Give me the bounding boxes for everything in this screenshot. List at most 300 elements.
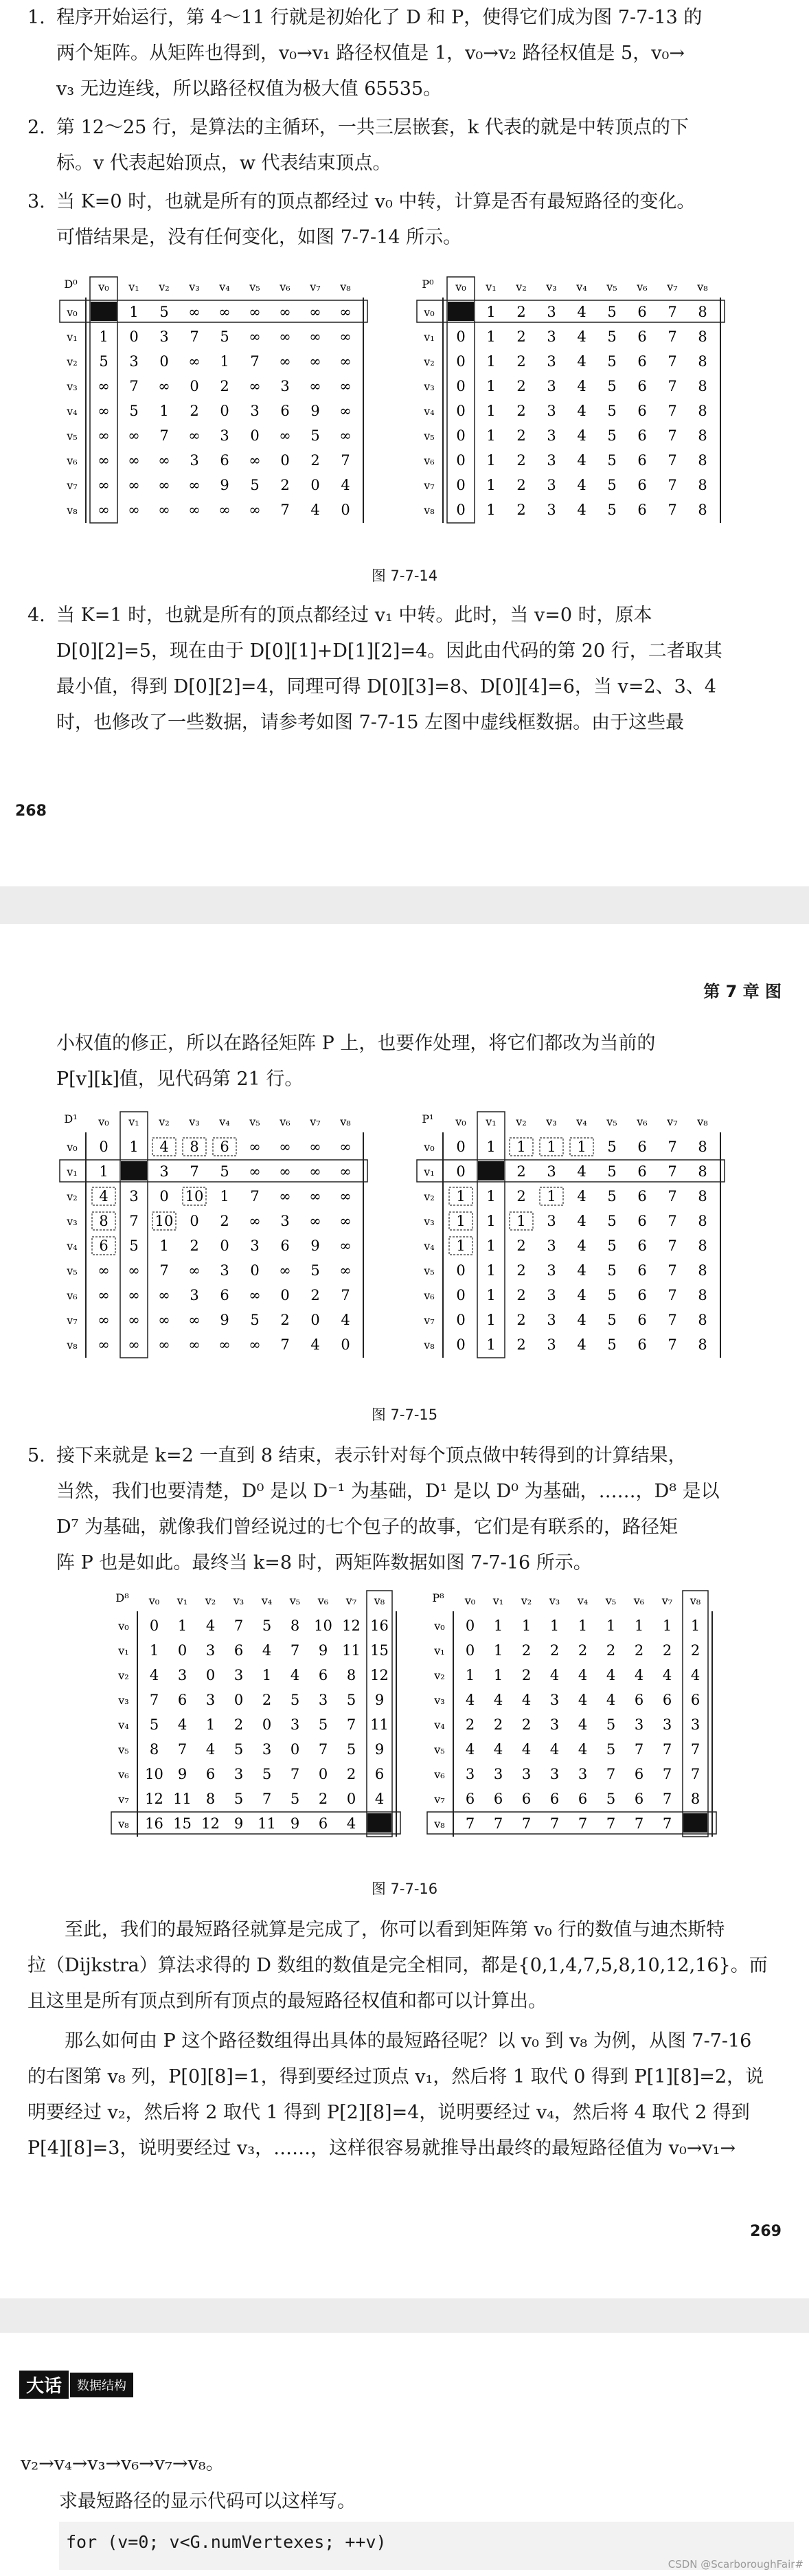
item-number: 5. xyxy=(27,1445,45,1466)
watermark: CSDN @ScarboroughFair# xyxy=(668,2558,804,2571)
row-header: v₂ xyxy=(67,355,78,368)
column-header: v₄ xyxy=(576,1115,587,1128)
row-header: v₈ xyxy=(67,1339,78,1352)
matrix-cell: 7 xyxy=(634,1741,644,1758)
matrix-cell: ∞ xyxy=(249,1139,261,1155)
column-header: v₂ xyxy=(159,280,170,293)
matrix-cell: 10 xyxy=(155,1213,174,1229)
matrix-cell: 6 xyxy=(637,427,647,444)
column-header: v₅ xyxy=(605,1594,617,1607)
matrix-cell: 7 xyxy=(465,1815,475,1832)
matrix-cell: 5 xyxy=(159,304,169,320)
matrix-cell: 11 xyxy=(370,1716,389,1733)
matrix-cell: 6 xyxy=(220,1287,229,1303)
matrix-cell: ∞ xyxy=(249,1336,261,1353)
column-header: v₁ xyxy=(486,280,497,293)
column-header: v₂ xyxy=(521,1594,532,1607)
matrix-cell: 8 xyxy=(698,1336,707,1353)
matrix-cell: 4 xyxy=(606,1667,616,1683)
matrix-cell: 3 xyxy=(220,427,229,444)
matrix-cell: 7 xyxy=(668,1237,677,1254)
matrix-cell: 6 xyxy=(220,1139,229,1155)
row-header: v₅ xyxy=(424,1264,435,1277)
matrix-cell: 8 xyxy=(698,328,707,345)
matrix-cell: 3 xyxy=(190,452,199,469)
matrix-cell: 2 xyxy=(516,1163,526,1180)
matrix-cell: 0 xyxy=(456,328,466,345)
matrix-cell: 4 xyxy=(577,427,586,444)
matrix-cell: 3 xyxy=(465,1766,475,1782)
row-header: v₁ xyxy=(118,1644,129,1657)
matrix-cell: 4 xyxy=(205,1617,216,1634)
matrix-cell: ∞ xyxy=(188,427,201,444)
matrix-cell: ∞ xyxy=(98,1336,110,1353)
matrix-cell: ∞ xyxy=(309,1213,321,1229)
matrix-cell: ∞ xyxy=(249,378,261,394)
pivot-cell xyxy=(91,302,117,321)
page-268 xyxy=(0,0,809,886)
matrix-cell: 2 xyxy=(606,1642,616,1659)
matrix-cell: 1 xyxy=(99,328,109,345)
matrix-cell: 7 xyxy=(668,1163,677,1180)
matrix-cell: ∞ xyxy=(279,304,291,320)
row-header: v₀ xyxy=(67,1141,78,1154)
column-header: v₇ xyxy=(310,1115,321,1128)
column-header: v₁ xyxy=(176,1594,188,1607)
matrix-cell: ∞ xyxy=(188,477,201,493)
matrix-cell: 9 xyxy=(374,1692,385,1708)
column-header: v₄ xyxy=(261,1594,273,1607)
matrix-cell: 1 xyxy=(516,1213,526,1229)
figure-7-7-15 xyxy=(58,1106,773,1388)
matrix-figure xyxy=(58,271,773,553)
matrix-cell: 6 xyxy=(662,1692,672,1708)
matrix-cell: ∞ xyxy=(339,378,352,394)
matrix-cell: 7 xyxy=(190,1163,199,1180)
matrix-cell: ∞ xyxy=(188,1336,201,1353)
column-header: v₃ xyxy=(546,1115,557,1128)
matrix-cell: 2 xyxy=(516,304,526,320)
row-header: v₈ xyxy=(67,504,78,517)
text-line: 当 K=0 时，也就是所有的顶点都经过 v₀ 中转，计算是否有最短路径的变化。 xyxy=(56,191,696,212)
row-header: v₅ xyxy=(67,1264,78,1277)
column-header: v₃ xyxy=(546,280,557,293)
matrix-cell: 0 xyxy=(310,1312,320,1328)
column-header: v₈ xyxy=(340,1115,351,1128)
text-line: v₂→v₄→v₃→v₆→v₇→v₈。 xyxy=(21,2453,225,2474)
matrix-cell: 2 xyxy=(310,452,320,469)
matrix-cell: 7 xyxy=(668,1213,677,1229)
matrix-cell: 7 xyxy=(690,1766,700,1782)
matrix-cell: 8 xyxy=(698,1139,707,1155)
text-line: 的右图第 v₈ 列，P[0][8]=1，得到要经过顶点 v₁，然后将 1 取代 0 得到 P[1][8]=2，说 xyxy=(27,2066,764,2087)
matrix-cell: 1 xyxy=(547,1139,556,1155)
matrix-cell: 5 xyxy=(99,353,109,370)
matrix-cell: 6 xyxy=(637,403,647,419)
matrix-cell: 0 xyxy=(205,1667,216,1683)
row-header: v₇ xyxy=(434,1793,445,1806)
matrix-cell: 6 xyxy=(634,1766,644,1782)
column-header: v₆ xyxy=(280,1115,290,1128)
row-header: v₆ xyxy=(67,1289,78,1302)
matrix-cell: 0 xyxy=(456,1139,466,1155)
matrix-cell: 5 xyxy=(250,477,260,493)
matrix-cell: 4 xyxy=(577,1213,586,1229)
paragraph xyxy=(27,1912,783,2019)
matrix-cell: 5 xyxy=(607,1139,617,1155)
matrix-cell: 10 xyxy=(314,1617,332,1634)
matrix-cell: ∞ xyxy=(339,1139,352,1155)
matrix-cell: 3 xyxy=(547,304,556,320)
matrix-cell: 5 xyxy=(310,1262,320,1279)
matrix-figure xyxy=(110,1585,728,1867)
matrix-cell: 4 xyxy=(662,1667,672,1683)
matrix-cell: 1 xyxy=(456,1188,466,1205)
column-header: v₁ xyxy=(486,1115,497,1128)
matrix-cell: ∞ xyxy=(188,304,201,320)
matrix-cell: 8 xyxy=(698,1287,707,1303)
matrix-cell: ∞ xyxy=(158,1336,170,1353)
matrix-cell: 3 xyxy=(547,1312,556,1328)
matrix-cell: 2 xyxy=(262,1692,272,1708)
matrix-cell: 0 xyxy=(177,1642,187,1659)
row-header: v₆ xyxy=(118,1768,129,1781)
text-line: v₃ 无边连线，所以路径权值为极大值 65535。 xyxy=(56,78,442,100)
item-number: 2. xyxy=(27,117,45,138)
row-header: v₈ xyxy=(424,504,435,517)
column-header: v₅ xyxy=(289,1594,301,1607)
matrix-cell: 3 xyxy=(547,1287,556,1303)
matrix-cell: 2 xyxy=(220,1213,229,1229)
column-header: v₅ xyxy=(606,1115,617,1128)
column-header: v₀ xyxy=(455,280,466,293)
matrix-cell: 2 xyxy=(318,1791,328,1807)
matrix-cell: 0 xyxy=(250,427,260,444)
row-header: v₅ xyxy=(67,429,78,443)
matrix-cell: ∞ xyxy=(188,1262,201,1279)
matrix-cell: 2 xyxy=(516,353,526,370)
matrix-cell: ∞ xyxy=(249,304,261,320)
matrix-cell: 0 xyxy=(129,328,139,345)
column-header: v₀ xyxy=(98,280,109,293)
matrix-cell: 4 xyxy=(521,1741,532,1758)
text-line: 明要经过 v₂，然后将 2 取代 1 得到 P[2][8]=4，说明要经过 v₄，然后将 4 取代 2 得到 xyxy=(27,2102,750,2123)
matrix-cell: 3 xyxy=(547,378,556,394)
matrix-cell: 1 xyxy=(456,1237,466,1254)
matrix-cell: 7 xyxy=(129,1213,139,1229)
matrix-cell: 1 xyxy=(486,1213,496,1229)
matrix-cell: 7 xyxy=(341,1287,350,1303)
paragraph xyxy=(27,2024,783,2166)
matrix-cell: 3 xyxy=(547,1163,556,1180)
matrix-cell: 5 xyxy=(607,1188,617,1205)
matrix-cell: 8 xyxy=(698,1312,707,1328)
matrix-cell: 7 xyxy=(318,1741,328,1758)
matrix-cell: 3 xyxy=(493,1766,503,1782)
matrix-cell: 8 xyxy=(205,1791,216,1807)
text-line: 至此，我们的最短路径就算是完成了，你可以看到矩阵第 v₀ 行的数值与迪杰斯特 xyxy=(65,1919,725,1940)
matrix-cell: 5 xyxy=(290,1791,300,1807)
matrix-cell: 1 xyxy=(129,1139,139,1155)
column-header: v₂ xyxy=(516,280,527,293)
matrix-cell: 2 xyxy=(516,477,526,493)
matrix-cell: 7 xyxy=(668,1336,677,1353)
matrix-cell: 0 xyxy=(220,403,229,419)
matrix-cell: ∞ xyxy=(339,403,352,419)
matrix-cell: 7 xyxy=(668,353,677,370)
matrix-label: D⁸ xyxy=(115,1591,129,1604)
matrix-cell: ∞ xyxy=(188,502,201,518)
matrix-cell: 3 xyxy=(233,1766,244,1782)
matrix-cell: 1 xyxy=(486,1287,496,1303)
matrix-cell: 11 xyxy=(258,1815,276,1832)
matrix-cell: 1 xyxy=(486,477,496,493)
matrix-cell: 7 xyxy=(690,1741,700,1758)
column-header: v₃ xyxy=(233,1594,244,1607)
matrix-cell: 4 xyxy=(577,477,586,493)
page-269 xyxy=(0,924,809,2298)
row-header: v₄ xyxy=(67,1240,78,1253)
matrix-cell: 7 xyxy=(606,1766,616,1782)
matrix-cell: ∞ xyxy=(249,1287,261,1303)
column-header: v₈ xyxy=(697,280,708,293)
matrix-cell: 4 xyxy=(262,1642,272,1659)
matrix-cell: 1 xyxy=(486,1237,496,1254)
matrix-cell: 3 xyxy=(190,1287,199,1303)
text-line: 时，也修改了一些数据，请参考如图 7-7-15 左图中虚线框数据。由于这些最 xyxy=(56,712,685,733)
matrix-cell: 9 xyxy=(290,1815,300,1832)
column-header: v₈ xyxy=(697,1115,708,1128)
text-line: 接下来就是 k=2 一直到 8 结束，表示针对每个顶点做中转得到的计算结果， xyxy=(56,1445,687,1466)
row-header: v₃ xyxy=(424,380,435,393)
figure-7-7-14 xyxy=(58,271,773,553)
matrix-cell: 12 xyxy=(370,1667,389,1683)
matrix-cell: ∞ xyxy=(279,427,291,444)
matrix-cell: ∞ xyxy=(158,452,170,469)
matrix-cell: 7 xyxy=(280,502,290,518)
column-header: v₇ xyxy=(310,280,321,293)
column-header: v₅ xyxy=(606,280,617,293)
column-header: v₂ xyxy=(205,1594,216,1607)
matrix xyxy=(417,1112,725,1358)
matrix-cell: 2 xyxy=(516,1287,526,1303)
logo-sub: 数据结构 xyxy=(70,2373,133,2397)
matrix-cell: ∞ xyxy=(98,477,110,493)
column-header: v₀ xyxy=(455,1115,466,1128)
matrix-cell: 4 xyxy=(577,1287,586,1303)
row-header: v₀ xyxy=(424,306,435,319)
matrix-cell: 6 xyxy=(690,1692,700,1708)
matrix-cell: 4 xyxy=(310,502,320,518)
matrix-cell: 5 xyxy=(310,427,320,444)
matrix-cell: 2 xyxy=(521,1667,532,1683)
matrix-cell: 6 xyxy=(637,1139,647,1155)
matrix-cell: 4 xyxy=(634,1667,644,1683)
matrix-cell: ∞ xyxy=(279,328,291,345)
matrix-cell: 0 xyxy=(262,1716,272,1733)
matrix-cell: 8 xyxy=(346,1667,356,1683)
matrix-cell: 0 xyxy=(233,1692,244,1708)
matrix-cell: 6 xyxy=(280,1237,290,1254)
row-header: v₄ xyxy=(434,1718,445,1732)
matrix-cell: 2 xyxy=(280,1312,290,1328)
matrix-cell: 7 xyxy=(341,452,350,469)
row-header: v₃ xyxy=(434,1694,445,1707)
matrix-cell: 0 xyxy=(341,502,350,518)
column-header: v₇ xyxy=(345,1594,357,1607)
matrix-cell: 5 xyxy=(607,452,617,469)
column-header: v₆ xyxy=(317,1594,329,1607)
matrix-cell: 2 xyxy=(690,1642,700,1659)
matrix-cell: 1 xyxy=(220,353,229,370)
matrix-cell: 4 xyxy=(578,1741,588,1758)
pivot-cell xyxy=(478,1161,504,1180)
matrix-cell: ∞ xyxy=(128,427,140,444)
matrix-cell: 7 xyxy=(159,427,169,444)
matrix-cell: 6 xyxy=(374,1766,385,1782)
matrix-cell: 2 xyxy=(521,1716,532,1733)
matrix-cell: 1 xyxy=(634,1617,644,1634)
row-header: v₈ xyxy=(424,1339,435,1352)
list-item-3 xyxy=(27,184,783,256)
row-header: v₂ xyxy=(118,1669,129,1682)
matrix-cell: 8 xyxy=(698,452,707,469)
matrix-cell: 11 xyxy=(342,1642,361,1659)
matrix-cell: ∞ xyxy=(279,1139,291,1155)
column-header: v₄ xyxy=(219,1115,230,1128)
matrix-cell: ∞ xyxy=(98,427,110,444)
matrix-cell: 5 xyxy=(607,1336,617,1353)
column-header: v₃ xyxy=(189,280,200,293)
column-header: v₁ xyxy=(492,1594,504,1607)
row-header: v₇ xyxy=(424,1314,435,1327)
matrix-cell: 5 xyxy=(607,1213,617,1229)
matrix-cell: 1 xyxy=(577,1139,586,1155)
matrix-cell: 1 xyxy=(486,1312,496,1328)
matrix-cell: 1 xyxy=(486,502,496,518)
column-header: v₅ xyxy=(249,1115,260,1128)
matrix-cell: ∞ xyxy=(339,353,352,370)
matrix-cell: 8 xyxy=(698,403,707,419)
matrix-cell: 2 xyxy=(516,378,526,394)
matrix-cell: 5 xyxy=(607,353,617,370)
matrix-cell: 1 xyxy=(606,1617,616,1634)
matrix-cell: ∞ xyxy=(339,427,352,444)
matrix-cell: 11 xyxy=(173,1791,192,1807)
text-line: D⁷ 为基础，就像我们曾经说过的七个包子的故事，它们是有联系的，路径矩 xyxy=(56,1516,679,1538)
matrix-cell: ∞ xyxy=(339,304,352,320)
matrix-cell: 4 xyxy=(578,1667,588,1683)
matrix-cell: 4 xyxy=(290,1667,300,1683)
matrix-cell: 6 xyxy=(637,353,647,370)
row-header: v₃ xyxy=(67,1215,78,1228)
matrix-cell: 0 xyxy=(220,1237,229,1254)
matrix-cell: 6 xyxy=(637,328,647,345)
matrix-cell: 0 xyxy=(280,452,290,469)
matrix-cell: 15 xyxy=(173,1815,192,1832)
matrix-cell: 6 xyxy=(634,1791,644,1807)
matrix-cell: 2 xyxy=(549,1642,560,1659)
matrix-cell: 5 xyxy=(346,1692,356,1708)
matrix-cell: ∞ xyxy=(249,328,261,345)
matrix-cell: 3 xyxy=(634,1716,644,1733)
matrix-cell: 7 xyxy=(190,328,199,345)
text-line: P[v][k]值，见代码第 21 行。 xyxy=(56,1068,304,1090)
text-line: 标。v 代表起始顶点，w 代表结束顶点。 xyxy=(56,153,391,174)
matrix-cell: 8 xyxy=(698,1188,707,1205)
matrix-cell: 3 xyxy=(549,1692,560,1708)
matrix-cell: 6 xyxy=(637,477,647,493)
matrix-cell: ∞ xyxy=(309,304,321,320)
matrix-cell: 4 xyxy=(205,1741,216,1758)
matrix-cell: 7 xyxy=(662,1791,672,1807)
matrix-cell: 4 xyxy=(465,1741,475,1758)
matrix-cell: 6 xyxy=(637,1287,647,1303)
matrix-cell: 2 xyxy=(310,1287,320,1303)
matrix-cell: 4 xyxy=(577,452,586,469)
matrix-cell: 9 xyxy=(177,1766,187,1782)
row-header: v₇ xyxy=(67,479,78,492)
matrix-cell: 0 xyxy=(456,477,466,493)
matrix-cell: 4 xyxy=(177,1716,187,1733)
matrix-cell: 1 xyxy=(262,1667,272,1683)
column-header: v₅ xyxy=(249,280,260,293)
matrix-cell: ∞ xyxy=(158,1287,170,1303)
matrix-cell: 1 xyxy=(177,1617,187,1634)
column-header: v₀ xyxy=(98,1115,109,1128)
page-separator xyxy=(0,2298,809,2333)
figure-7-7-16 xyxy=(110,1585,728,1867)
matrix-cell: 3 xyxy=(205,1642,216,1659)
matrix-cell: 7 xyxy=(668,502,677,518)
matrix-cell: 8 xyxy=(698,378,707,394)
matrix-cell: 1 xyxy=(129,304,139,320)
pivot-cell xyxy=(121,1161,147,1180)
matrix-cell: 4 xyxy=(346,1815,356,1832)
matrix-cell: 6 xyxy=(637,1312,647,1328)
text-line: 且这里是所有顶点到所有顶点的最短路径权值和都可以计算出。 xyxy=(27,1991,547,2012)
matrix-cell: ∞ xyxy=(309,1163,321,1180)
matrix-cell: 4 xyxy=(341,477,350,493)
matrix-cell: 6 xyxy=(318,1815,328,1832)
figure-caption: 图 7-7-15 xyxy=(371,1407,438,1423)
column-header: v₈ xyxy=(340,280,351,293)
matrix-cell: 6 xyxy=(493,1791,503,1807)
row-header: v₄ xyxy=(67,405,78,418)
row-header: v₈ xyxy=(434,1817,445,1830)
matrix-cell: 0 xyxy=(250,1262,260,1279)
matrix-cell: 8 xyxy=(698,304,707,320)
matrix-cell: 2 xyxy=(516,1188,526,1205)
matrix-cell: 7 xyxy=(129,378,139,394)
matrix-cell: 7 xyxy=(668,1188,677,1205)
matrix-cell: 2 xyxy=(516,1262,526,1279)
matrix-cell: 7 xyxy=(662,1741,672,1758)
matrix-cell: 4 xyxy=(577,1336,586,1353)
logo-main: 大话 xyxy=(19,2371,69,2399)
matrix-cell: 6 xyxy=(637,1188,647,1205)
row-header: v₆ xyxy=(434,1768,445,1781)
list-item-1 xyxy=(27,0,783,107)
text-line: 程序开始运行，第 4～11 行就是初始化了 D 和 P，使得它们成为图 7-7-13 的 xyxy=(56,7,703,28)
matrix-cell: 6 xyxy=(637,1213,647,1229)
matrix-cell: 7 xyxy=(346,1716,356,1733)
matrix-cell: 4 xyxy=(577,1312,586,1328)
row-header: v₅ xyxy=(434,1743,445,1756)
book-logo xyxy=(19,2371,133,2399)
matrix-label: D¹ xyxy=(64,1112,78,1125)
matrix-cell: ∞ xyxy=(279,353,291,370)
